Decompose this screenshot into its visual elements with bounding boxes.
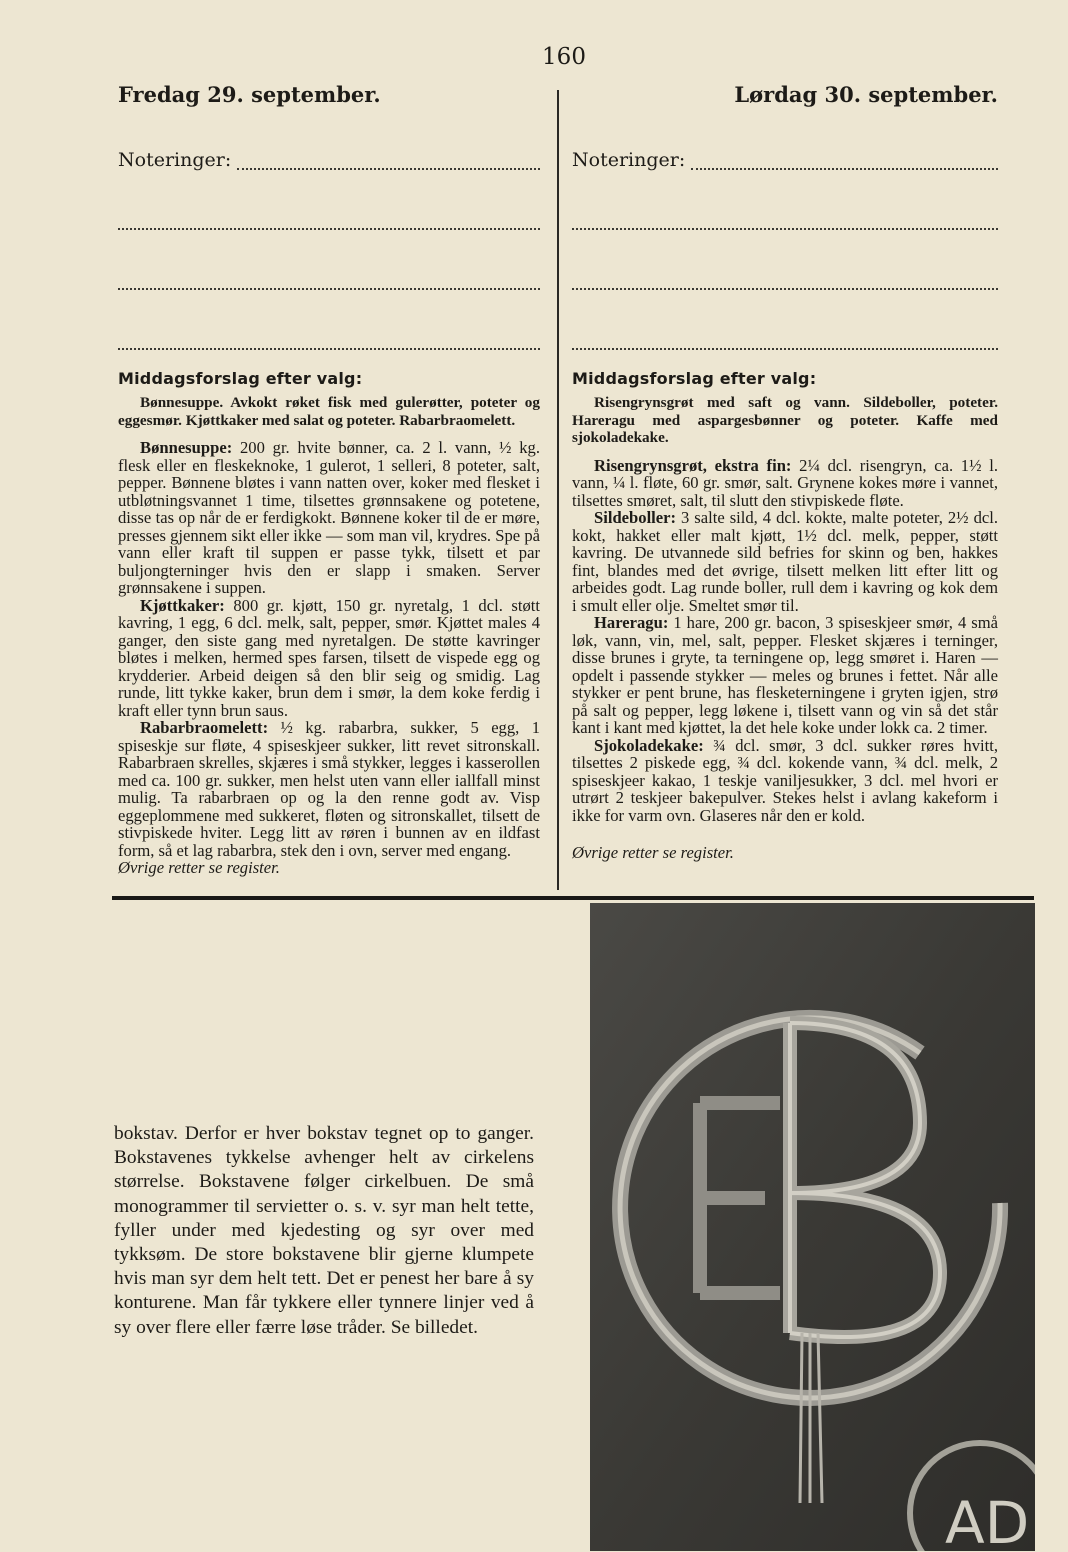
right-column (572, 80, 998, 880)
notes-line[interactable] (572, 150, 998, 170)
notes-dots (691, 153, 998, 170)
recipe-text: 800 gr. kjøtt, 150 gr. nyretalg, 1 dcl. støtt kavring, 1 egg, 6 dcl. melk, salt, pepper, smør. Kjøttet males 4 ganger, den siste gang med nyretalgen. De støtte kavringer bløtes i melken, hermed spes farsen, tilsett de vispede egg og krydderier. Arbeid deigen så den blir seig og smidig. Lag runde, litt tykke kaker, brun dem i smør, la dem koke ferdig i kraft eller tynn brun saus. (118, 595, 540, 720)
notes-dots (237, 153, 540, 170)
notes-label: Noteringer: (118, 149, 232, 171)
notes-left (118, 150, 540, 350)
recipe-text: 3 salte sild, 4 dcl. kokte, malte poteter, 2½ dcl. kokt, hakket eller malt kjøtt, 1½ dcl. melk, pepper, støtt kavring. De utvannede sild befries for skinn og ben, hakkes fint, blandes med det øvrige, tilsett melken litt efter litt og arbeides godt. Lag runde boller, rull dem i kavring og kok dem i smult eller olje. Smeltet smør til. (572, 508, 998, 615)
menu-heading-right: Middagsforslag efter valg: (572, 369, 817, 388)
recipe-paragraph (118, 597, 540, 720)
recipe-paragraph (118, 439, 540, 597)
notes-line[interactable] (572, 268, 998, 290)
embroidery-paragraph: bokstav. Derfor er hver bokstav tegnet op to ganger. Bokstavenes tykkelse avhenger helt av cirkelens størrelse. Bokstavene følger cirkelbuen. De små monogrammer til servietter o. s. v. syr man helt tette, fyller under med kjedesting og syr over med tykksøm. De store bokstavene blir gjerne klumpete hvis man syr dem helt tett. Det er penest her bare å sy konturene. Man får tykkere eller tynnere linjer ved å sy over flere eller færre løse tråder. Se billedet. (114, 1123, 534, 1338)
recipe-paragraph (572, 614, 998, 737)
notes-line[interactable] (572, 208, 998, 230)
notes-line[interactable] (118, 268, 540, 290)
notes-line[interactable] (118, 208, 540, 230)
recipe-paragraph (572, 509, 998, 614)
recipe-text: ¾ dcl. smør, 3 dcl. sukker røres hvitt, tilsettes 2 piskede egg, ¾ dcl. kokende vann, ¾ dcl. melk, 2 spiseskjeer kakao, 1 teskje vaniljesukker, 3 dcl. mel hvori er utrørt 2 teskjeer bakepulver. Stekes helst i avlang kakeform i ikke for varm ovn. Glaseres når den er kold. (572, 735, 999, 825)
recipe-name: Bønnesuppe: (140, 438, 233, 457)
recipe-text: 2¼ dcl. risengryn, ca. 1½ l. vann, ¼ l. fløte, 60 gr. smør, salt. Grynene kokes møre i vannet, tilsettes smøret, salt, til slutt den stivpiskede fløte. (572, 455, 998, 510)
recipe-name: Sjokoladekake: (594, 735, 704, 755)
menu-heading-left: Middagsforslag efter valg: (118, 369, 363, 388)
other-dishes-note: Øvrige retter se register. (118, 858, 280, 877)
day-title-right: Lørdag 30. september. (734, 82, 998, 107)
recipe-paragraph (118, 719, 540, 859)
notes-right (572, 150, 998, 350)
section-rule (112, 896, 1034, 900)
other-dishes-note: Øvrige retter se register. (572, 843, 734, 862)
monogram-photo (590, 903, 1035, 1551)
recipes-right (572, 394, 998, 862)
recipe-text: ½ kg. rabarbra, sukker, 5 egg, 1 spiseskje sur fløte, 4 spiseskjeer sukker, litt revet sitronskall. Rabarbraen skrelles, skjæres i små stykker, legges i kasserollen med ca. 100 gr. sukker, men helst uten vann eller iallfall minst mulig. Ta rabarbraen op og la den renne godt av. Visp eggeplommene med sukkeret, fløten og sitronskallet, tilsett de stivpiskede hviter. Legg litt av røren i bunnen av en ildfast form, så et lag rabarbra, stek den i ovn, server med engang. (118, 718, 541, 860)
recipe-name: Kjøttkaker: (140, 595, 225, 615)
menu-suggestion: Risengrynsgrøt med saft og vann. Sildeboller, poteter. Hareragu med aspargesbønner og poteter. Kaffe med sjokoladekake. (572, 394, 998, 446)
menu-suggestion: Bønnesuppe. Avkokt røket fisk med gulerøtter, poteter og eggesmør. Kjøttkaker med salat og poteter. Rabarbraomelett. (118, 394, 540, 429)
embroidery-text (114, 1122, 534, 1340)
recipe-paragraph (572, 457, 998, 510)
recipe-name: Hareragu: (594, 613, 669, 632)
left-column (118, 80, 540, 880)
day-title-left: Fredag 29. september. (118, 82, 381, 107)
page-number: 160 (542, 44, 586, 70)
notes-line[interactable] (118, 328, 540, 350)
notes-line[interactable] (118, 150, 540, 170)
column-divider (557, 90, 559, 890)
recipes-left (118, 394, 540, 877)
notes-line[interactable] (572, 328, 998, 350)
recipe-text: 200 gr. hvite bønner, ca. 2 l. vann, ½ kg. flesk eller en fleskeknoke, 1 gulerot, 1 selleri, 8 poteter, salt, pepper. Bønnene bløtes i vann natten over, koker med flesket i utbløtningsvannet 1 time, tilsettes grønnsakene og potetene, disse tas op når de er ferdigkokt. Bønnene koker til de er møre, presses gjennem sikt eller ikke — som man vil, krydres. Spe på vann eller kraft til suppen er passe tykk, tilsett et par buljongterninger hvis den er slapp i smaken. Server grønnsakene i suppen. (118, 438, 540, 597)
recipe-name: Rabarbraomelett: (140, 718, 269, 737)
notes-label: Noteringer: (572, 149, 686, 171)
recipe-name: Sildeboller: (594, 508, 677, 527)
monogram-letters: AD (945, 1489, 1030, 1551)
recipe-paragraph (572, 737, 998, 825)
recipe-text: 1 hare, 200 gr. bacon, 3 spiseskjeer smør, 4 små løk, vann, vin, mel, salt, pepper. Flesket skjæres i terninger, disse brunes i gryte, ta terningene op, legg smøret i. Haren — opdelt i passende stykker — meles og brunes i fettet. Når alle stykker er pent brune, has flesketerningene i gryten igjen, strø på salt og pepper, legg løkene i, tilsett vann og vin så det står kant i kant med kjøttet, la det hele koke under lokk ca. 2 timer. (572, 613, 998, 737)
monogram-embroidery-image (590, 903, 1035, 1551)
recipe-name: Risengrynsgrøt, ekstra fin: (594, 455, 792, 475)
